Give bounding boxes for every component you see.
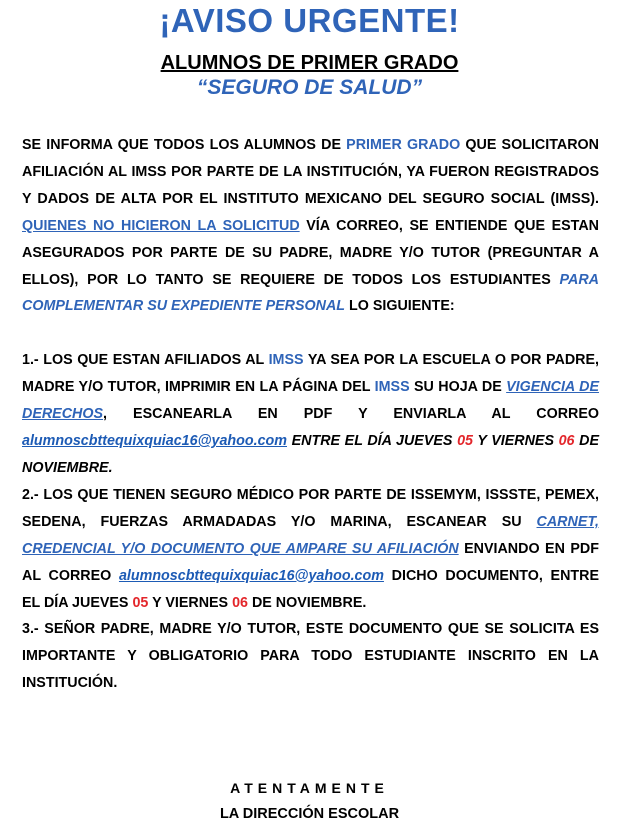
day-06: 06 [232,594,248,611]
item2-text-5: DE NOVIEMBRE. [247,594,367,611]
item-2-paragraph [22,482,599,617]
item2-text-4: Y VIERNES [148,594,233,611]
email-link[interactable]: alumnoscbttequixquiac16@yahoo.com [22,433,287,450]
vigencia-derechos-link[interactable]: VIGENCIA DE DERECHOS [22,379,599,423]
day-05: 05 [132,594,149,611]
item1-text-1: 1.- LOS QUE ESTAN AFILIADOS AL [22,352,269,369]
item1-text-2: YA SEA POR LA ESCUELA O POR PADRE, MADRE Y/O TUTOR, IMPRIMIR EN LA PÁGINA DEL [22,352,599,396]
complementar-expediente-highlight: PARA COMPLEMENTAR SU EXPEDIENTE PERSONAL [22,271,599,315]
notice-title: ¡AVISO URGENTE! [159,2,460,39]
day-05: 05 [457,433,473,450]
intro-text-3: VÍA CORREO, SE ENTIENDE QUE ESTAN ASEGURADOS POR PARTE DE SU PADRE, MADRE Y/O TUTOR (PREGUNTAR A ELLOS), POR LO TANTO SE REQUIERE DE TODOS LOS ESTUDIANTES [22,217,599,288]
item1-text-4: , ESCANEARLA EN PDF Y ENVIARLA AL CORREO [103,406,599,423]
carnet-credencial-link[interactable]: CARNET, CREDENCIAL Y/O DOCUMENTO QUE AMPARE SU AFILIACIÓN [22,513,599,557]
item1-text-6: Y VIERNES [472,433,559,450]
imss-highlight: IMSS [374,379,410,396]
notice-body [22,132,599,697]
atentamente-closing: ATENTAMENTE [230,780,389,796]
day-06: 06 [558,433,575,450]
item2-text-2: ENVIANDO EN PDF AL CORREO [22,540,599,584]
imss-highlight: IMSS [268,352,304,369]
item2-text-3: DICHO DOCUMENTO, ENTRE EL DÍA JUEVES [22,567,599,611]
item1-text-5: ENTRE EL DÍA JUEVES [287,433,458,450]
primer-grado-highlight: PRIMER GRADO [346,137,461,153]
intro-paragraph [22,132,599,320]
item1-text-7: DE NOVIEMBRE. [22,433,599,476]
item-1-paragraph [22,347,599,482]
quienes-no-solicitud-highlight: QUIENES NO HICIERON LA SOLICITUD [22,217,300,234]
item2-text-1: 2.- LOS QUE TIENEN SEGURO MÉDICO POR PARTE DE ISSEMYM, ISSSTE, PEMEX, SEDENA, FUERZAS ARMADADAS Y/O MARINA, ESCANEAR SU [22,486,599,530]
intro-text-4: LO SIGUIENTE: [345,298,455,315]
item-3-paragraph: 3.- SEÑOR PADRE, MADRE Y/O TUTOR, ESTE DOCUMENTO QUE SE SOLICITA ES IMPORTANTE Y OBLIGATORIO PARA TODO ESTUDIANTE INSCRITO EN LA INSTITUCIÓN. [22,621,599,692]
notice-topic: “SEGURO DE SALUD” [196,76,423,99]
intro-text-2: QUE SOLICITARON AFILIACIÓN AL IMSS POR PARTE DE LA INSTITUCIÓN, YA FUERON REGISTRADOS Y DADOS DE ALTA POR EL INSTITUTO MEXICANO DEL SEGURO SOCIAL (IMSS). [22,137,599,207]
direccion-escolar-signature: LA DIRECCIÓN ESCOLAR [219,806,400,822]
notice-subtitle: ALUMNOS DE PRIMER GRADO [160,52,459,74]
intro-text-1: SE INFORMA QUE TODOS LOS ALUMNOS DE [22,137,347,153]
item1-text-3: SU HOJA DE [409,379,507,396]
email-link[interactable]: alumnoscbttequixquiac16@yahoo.com [118,567,384,584]
